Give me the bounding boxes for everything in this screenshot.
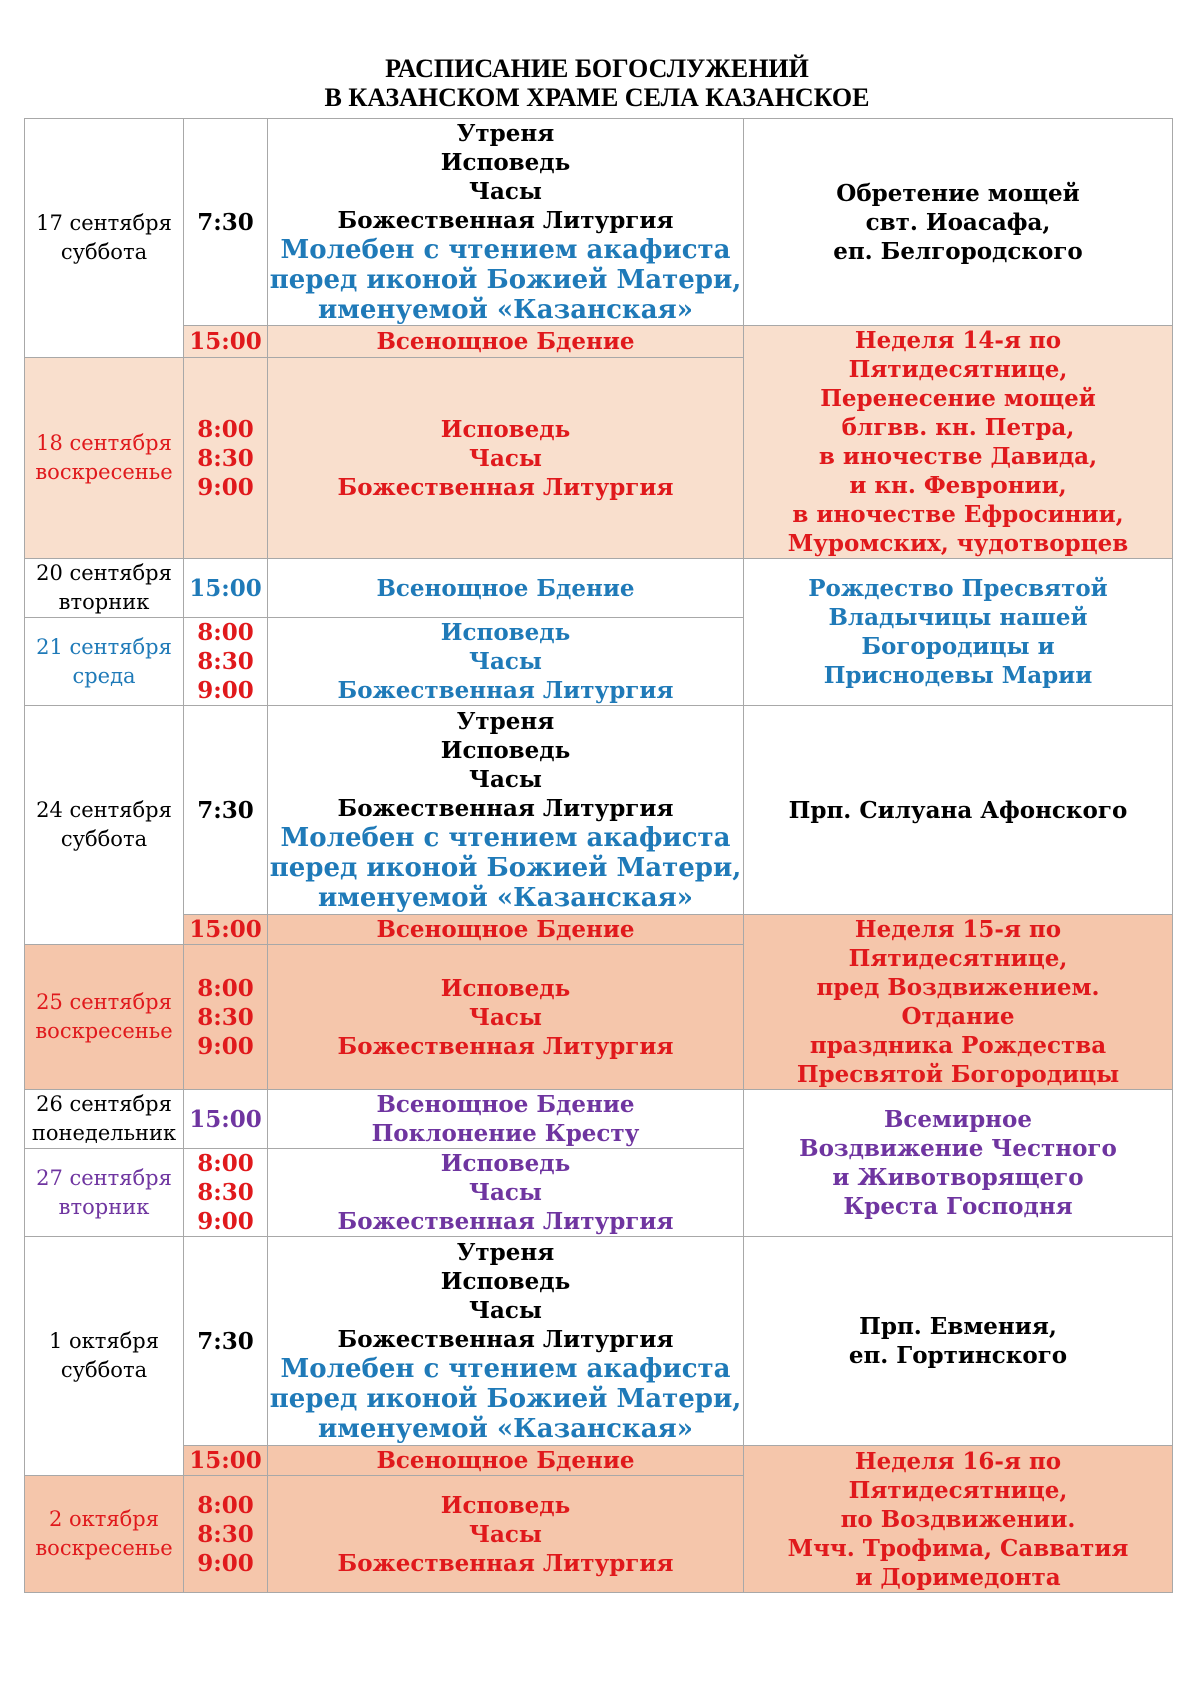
service-label: Исповедь (440, 149, 571, 176)
feast-label: Неделя 14-я по (854, 327, 1062, 354)
feast-label: Муромских, чудотворцев (787, 530, 1129, 557)
time-label: 15:00 (189, 574, 262, 602)
time-cell (184, 559, 268, 618)
time-label: 15:00 (189, 1105, 262, 1133)
feast-cell (744, 706, 1173, 915)
feast-label: еп. Белгородского (833, 237, 1083, 265)
services-cell (268, 1237, 744, 1446)
title-line-1: РАСПИСАНИЕ БОГОСЛУЖЕНИЙ (385, 54, 809, 83)
time-label: 9:00 (197, 1208, 254, 1235)
time-cell (184, 706, 268, 915)
feast-cell (744, 326, 1173, 559)
date-label: 18 сентября (36, 431, 172, 456)
service-label: Утреня (456, 708, 555, 735)
feast-label: и кн. Февронии, (849, 472, 1067, 499)
feast-label: в иночестве Давида, (818, 443, 1098, 470)
table-row (25, 706, 1173, 915)
date-cell (25, 1149, 184, 1237)
weekday-label: суббота (60, 827, 148, 851)
time-cell (184, 1090, 268, 1149)
service-label: Часы (469, 766, 542, 793)
service-label: Исповедь (440, 415, 571, 443)
time-label: 8:00 (197, 1150, 254, 1177)
services-cell (268, 559, 744, 618)
date-cell (25, 119, 184, 358)
time-cell (184, 1237, 268, 1446)
service-label: Всенощное Бдение (376, 916, 635, 943)
service-label: Часы (469, 648, 542, 675)
feast-label: Всемирное (883, 1106, 1032, 1133)
date-cell (25, 1090, 184, 1149)
date-cell (25, 945, 184, 1090)
time-label: 8:00 (197, 1491, 254, 1519)
date-cell (25, 358, 184, 559)
time-cell (184, 358, 268, 559)
date-label: 20 сентября (36, 561, 172, 585)
feast-label: Креста Господня (843, 1193, 1073, 1220)
service-label: Часы (469, 1297, 542, 1324)
feast-label: Владычицы нашей (828, 604, 1088, 631)
eve-service-cell (268, 326, 744, 358)
feast-label: Воздвижение Честного (799, 1135, 1117, 1162)
moleben-label: перед иконой Божией Матери, (269, 853, 742, 883)
weekday-label: воскресенье (35, 1536, 173, 1560)
time-label: 8:30 (197, 1179, 254, 1206)
eve-service-cell (268, 915, 744, 945)
table-row (25, 326, 1173, 358)
time-label: 8:00 (197, 619, 254, 646)
time-label: 9:00 (197, 473, 254, 501)
feast-label: Неделя 16-я по (854, 1447, 1062, 1475)
service-label: Божественная Литургия (337, 1326, 674, 1353)
feast-label: Пресвятой Богородицы (796, 1061, 1120, 1088)
services-cell (268, 1090, 744, 1149)
date-label: 1 октября (48, 1329, 159, 1353)
feast-label: блгвв. кн. Петра, (841, 414, 1075, 441)
time-label: 9:00 (197, 1549, 254, 1577)
feast-label: Рождество Пресвятой (808, 575, 1108, 602)
service-label: Часы (469, 1003, 542, 1031)
service-label: Утреня (456, 1239, 555, 1266)
service-label: Божественная Литургия (337, 473, 674, 501)
time-label: 8:00 (197, 974, 254, 1002)
date-label: 17 сентября (36, 211, 172, 236)
weekday-label: вторник (58, 590, 150, 614)
time-label: 8:30 (197, 1003, 254, 1031)
table-row (25, 1446, 1173, 1476)
service-label: Божественная Литургия (337, 1549, 674, 1577)
date-label: 24 сентября (36, 798, 172, 822)
feast-label: Пятидесятнице, (848, 1476, 1068, 1504)
service-label: Часы (469, 1520, 542, 1548)
moleben-label: именуемой «Казанская» (317, 883, 694, 913)
table-row (25, 1237, 1173, 1446)
time-cell (184, 1149, 268, 1237)
services-cell (268, 706, 744, 915)
eve-service-cell (268, 1446, 744, 1476)
feast-label: Богородицы и (861, 633, 1055, 660)
service-label: Всенощное Бдение (376, 574, 635, 602)
date-label: 27 сентября (36, 1165, 172, 1190)
table-row (25, 559, 1173, 618)
page-title (0, 54, 1194, 112)
feast-cell (744, 1237, 1173, 1446)
feast-label: по Воздвижении. (840, 1505, 1076, 1533)
service-label: Божественная Литургия (337, 1208, 674, 1235)
feast-label: свт. Иоасафа, (865, 208, 1051, 236)
service-label: Божественная Литургия (337, 795, 674, 822)
feast-label: Пятидесятнице, (848, 356, 1068, 383)
feast-cell (744, 119, 1173, 326)
weekday-label: среда (72, 663, 136, 688)
feast-label: Прп. Евмения, (859, 1313, 1057, 1340)
service-label: Утреня (456, 120, 555, 147)
table-row (25, 915, 1173, 945)
date-label: 25 сентября (36, 990, 172, 1014)
feast-label: Перенесение мощей (820, 385, 1096, 412)
date-label: 2 октября (48, 1507, 159, 1531)
eve-time-cell (184, 326, 268, 358)
service-label: Исповедь (440, 1150, 571, 1177)
feast-cell (744, 915, 1173, 1090)
time-label: 9:00 (197, 677, 254, 704)
feast-label: Пятидесятнице, (848, 945, 1068, 972)
schedule-table (24, 118, 1173, 1593)
weekday-label: воскресенье (35, 460, 173, 485)
feast-label: в иночестве Ефросинии, (792, 501, 1124, 528)
time-label: 7:30 (197, 1327, 254, 1355)
date-cell (25, 1237, 184, 1476)
date-cell (25, 706, 184, 945)
date-label: 21 сентября (36, 634, 172, 659)
time-cell (184, 618, 268, 706)
service-label: Всенощное Бдение (376, 1091, 635, 1118)
service-label: Всенощное Бдение (376, 1447, 635, 1474)
moleben-label: именуемой «Казанская» (317, 295, 694, 325)
feast-label: Приснодевы Марии (823, 662, 1093, 689)
weekday-label: суббота (60, 240, 148, 265)
time-cell (184, 945, 268, 1090)
services-cell (268, 618, 744, 706)
feast-label: и Доримедонта (855, 1563, 1061, 1591)
moleben-label: перед иконой Божией Матери, (269, 265, 742, 295)
feast-label: праздника Рождества (809, 1032, 1107, 1059)
service-label: Исповедь (440, 619, 571, 646)
feast-cell (744, 559, 1173, 706)
time-label: 15:00 (189, 328, 262, 356)
service-label: Часы (469, 444, 542, 472)
service-label: Божественная Литургия (337, 677, 674, 704)
services-cell (268, 1476, 744, 1593)
feast-label: пред Воздвижением. (816, 974, 1100, 1001)
service-label: Поклонение Кресту (371, 1120, 640, 1147)
feast-label: еп. Гортинского (848, 1342, 1068, 1369)
date-cell (25, 1476, 184, 1593)
services-cell (268, 119, 744, 326)
time-label: 8:30 (197, 1520, 254, 1548)
date-label: 26 сентября (36, 1092, 172, 1116)
table-row (25, 1090, 1173, 1149)
feast-label: Неделя 15-я по (854, 916, 1062, 943)
moleben-label: Молебен с чтением акафиста (280, 1354, 731, 1384)
feast-label: и Животворящего (832, 1164, 1084, 1191)
time-label: 8:30 (197, 444, 254, 472)
time-cell (184, 1476, 268, 1593)
time-label: 7:30 (197, 208, 254, 236)
feast-cell (744, 1090, 1173, 1237)
service-label: Исповедь (440, 1491, 571, 1519)
service-label: Всенощное Бдение (376, 328, 635, 356)
weekday-label: воскресенье (35, 1019, 173, 1043)
date-cell (25, 618, 184, 706)
moleben-label: перед иконой Божией Матери, (269, 1384, 742, 1414)
service-label: Исповедь (440, 737, 571, 764)
time-label: 9:00 (197, 1032, 254, 1060)
moleben-label: Молебен с чтением акафиста (280, 823, 731, 853)
service-label: Исповедь (440, 1268, 571, 1295)
service-label: Исповедь (440, 974, 571, 1002)
weekday-label: понедельник (31, 1121, 177, 1145)
services-cell (268, 358, 744, 559)
eve-time-cell (184, 1446, 268, 1476)
feast-cell (744, 1446, 1173, 1593)
moleben-label: именуемой «Казанская» (317, 1414, 694, 1444)
moleben-label: Молебен с чтением акафиста (280, 235, 731, 265)
time-label: 15:00 (189, 1447, 262, 1474)
services-cell (268, 945, 744, 1090)
feast-label: Мчч. Трофима, Савватия (787, 1534, 1129, 1562)
service-label: Часы (469, 178, 542, 205)
time-label: 8:00 (197, 415, 254, 443)
table-row (25, 119, 1173, 326)
time-cell (184, 119, 268, 326)
title-line-2: В КАЗАНСКОМ ХРАМЕ СЕЛА КАЗАНСКОЕ (324, 83, 870, 112)
service-label: Божественная Литургия (337, 1032, 674, 1060)
service-label: Часы (469, 1179, 542, 1206)
feast-label: Отдание (901, 1003, 1015, 1030)
time-label: 8:30 (197, 648, 254, 675)
feast-label: Обретение мощей (836, 179, 1080, 207)
feast-label: Прп. Силуана Афонского (788, 796, 1128, 824)
weekday-label: вторник (58, 1194, 150, 1219)
eve-time-cell (184, 915, 268, 945)
weekday-label: суббота (60, 1358, 148, 1382)
time-label: 7:30 (197, 796, 254, 824)
time-label: 15:00 (189, 916, 262, 943)
date-cell (25, 559, 184, 618)
service-label: Божественная Литургия (337, 207, 674, 234)
services-cell (268, 1149, 744, 1237)
